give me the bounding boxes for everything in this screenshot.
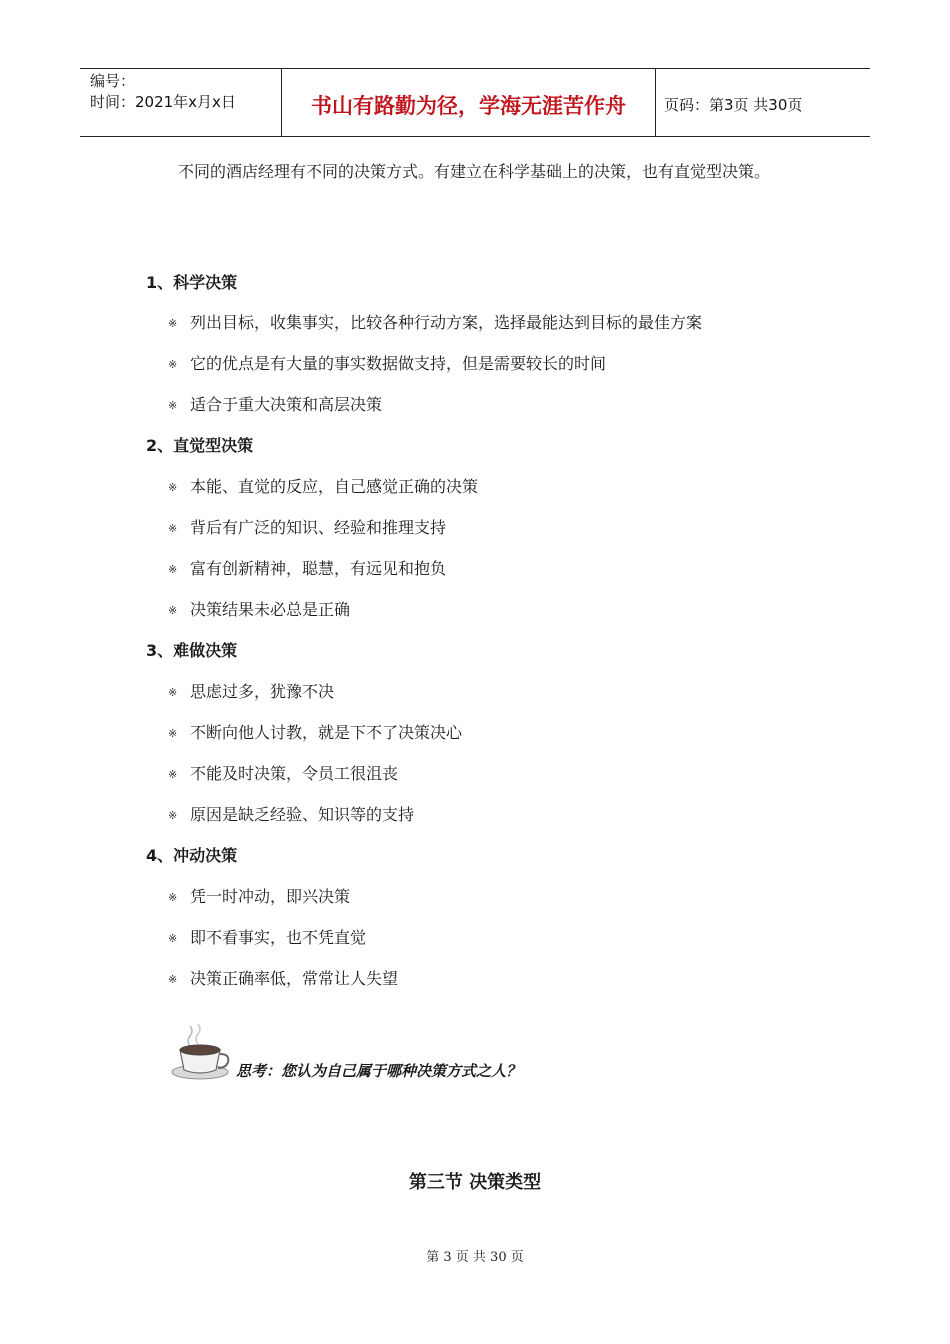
list-item-text: 背后有广泛的知识、经验和推理支持 <box>190 518 447 537</box>
list-item <box>168 310 702 333</box>
list-item-text: 适合于重大决策和高层决策 <box>190 395 383 414</box>
bullet-icon: ※ <box>168 768 178 781</box>
section-heading: 3、难做决策 <box>146 641 238 660</box>
header-time-label: 时间：2021年x月x日 <box>90 93 236 111</box>
bullet-icon: ※ <box>168 481 178 494</box>
bullet-icon: ※ <box>168 522 178 535</box>
list-item-text: 列出目标，收集事实，比较各种行动方案，选择最能达到目标的最佳方案 <box>190 313 703 332</box>
header-page-label: 页码：第3页 共30页 <box>664 96 803 114</box>
list-item-text: 富有创新精神，聪慧，有远见和抱负 <box>190 559 447 578</box>
header-top-rule <box>80 68 870 69</box>
bullet-icon: ※ <box>168 809 178 822</box>
list-item <box>168 925 366 948</box>
list-item <box>168 679 334 702</box>
header-bottom-rule <box>80 136 870 137</box>
list-item <box>168 474 478 497</box>
list-item <box>168 802 414 825</box>
list-item-text: 不能及时决策，令员工很沮丧 <box>190 764 399 783</box>
list-item-text: 凭一时冲动，即兴决策 <box>190 887 351 906</box>
list-item-text: 本能、直觉的反应，自己感觉正确的决策 <box>190 477 479 496</box>
section-heading: 4、冲动决策 <box>146 846 238 865</box>
bullet-icon: ※ <box>168 604 178 617</box>
list-item <box>168 884 350 907</box>
list-item-text: 不断向他人讨教，就是下不了决策决心 <box>190 723 463 742</box>
section-heading: 1、科学决策 <box>146 273 238 292</box>
list-item <box>168 556 446 579</box>
header-motto: 书山有路勤为径，学海无涯苦作舟 <box>311 94 626 118</box>
list-item <box>168 597 350 620</box>
list-item <box>168 966 398 989</box>
header-divider <box>655 68 656 136</box>
bullet-icon: ※ <box>168 399 178 412</box>
intro-paragraph: 不同的酒店经理有不同的决策方式。有建立在科学基础上的决策，也有直觉型决策。 <box>178 162 771 181</box>
list-item-text: 即不看事实，也不凭直觉 <box>190 928 367 947</box>
bullet-icon: ※ <box>168 686 178 699</box>
bullet-icon: ※ <box>168 727 178 740</box>
think-prompt: 思考：您认为自己属于哪种决策方式之人？ <box>236 1062 522 1080</box>
bullet-icon: ※ <box>168 358 178 371</box>
header-number-label: 编号： <box>90 72 136 90</box>
bullet-icon: ※ <box>168 932 178 945</box>
section-heading: 2、直觉型决策 <box>146 436 254 455</box>
list-item-text: 决策正确率低，常常让人失望 <box>190 969 399 988</box>
list-item-text: 决策结果未必总是正确 <box>190 600 351 619</box>
list-item <box>168 720 462 743</box>
bullet-icon: ※ <box>168 973 178 986</box>
bullet-icon: ※ <box>168 317 178 330</box>
bullet-icon: ※ <box>168 563 178 576</box>
list-item-text: 它的优点是有大量的事实数据做支持，但是需要较长的时间 <box>190 354 607 373</box>
coffee-cup-icon <box>168 1022 232 1082</box>
list-item <box>168 392 382 415</box>
list-item <box>168 515 446 538</box>
list-item-text: 原因是缺乏经验、知识等的支持 <box>190 805 415 824</box>
list-item <box>168 761 398 784</box>
page-footer: 第 3 页 共 30 页 <box>426 1250 524 1265</box>
section-title: 第三节 决策类型 <box>408 1172 542 1193</box>
list-item <box>168 351 606 374</box>
list-item-text: 思虑过多，犹豫不决 <box>190 682 335 701</box>
bullet-icon: ※ <box>168 891 178 904</box>
